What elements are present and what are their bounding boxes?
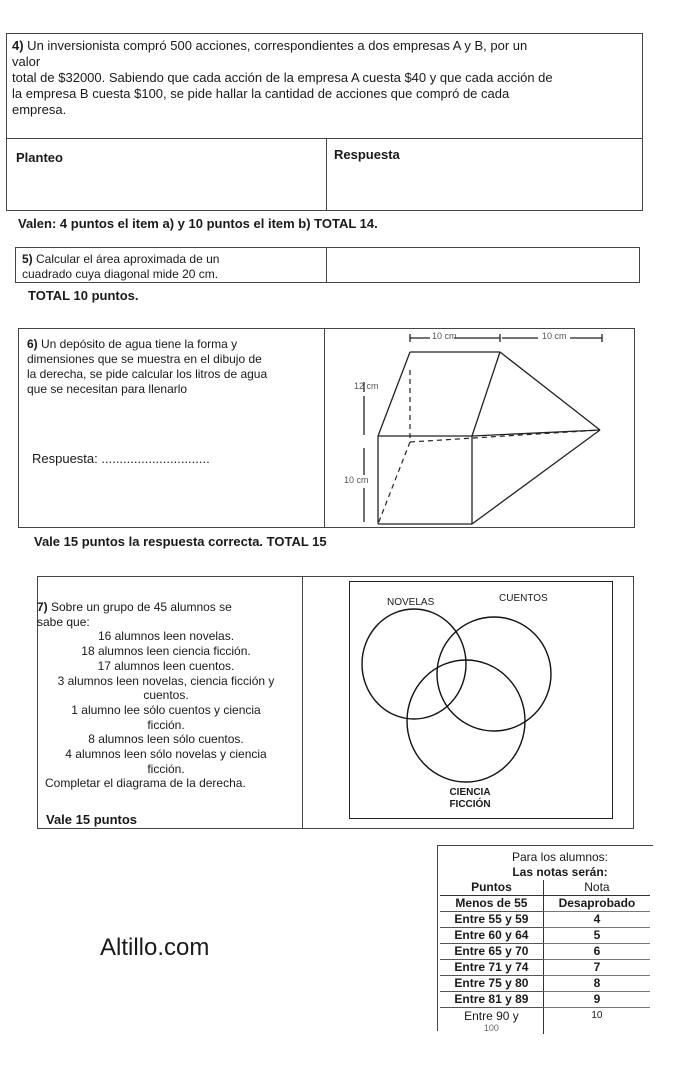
table-row: [440, 912, 650, 928]
q6-dim-side-upper: 12 cm: [354, 381, 379, 391]
q6-line-3: la derecha, se pide calcular los litros de agua: [27, 367, 268, 381]
venn-circle-novelas: [362, 609, 466, 719]
q5-statement: [22, 252, 219, 282]
table-row: [440, 1008, 650, 1035]
grades-puntos-cell: Entre 65 y 70: [440, 944, 543, 960]
grades-col-nota: Nota: [543, 880, 650, 896]
q7-statement: [37, 600, 295, 791]
q7-item: 1 alumno lee sólo cuentos y ciencia: [71, 702, 261, 717]
watermark-logo: Altillo.com: [100, 934, 210, 961]
grades-puntos-cell: Entre 60 y 64: [440, 928, 543, 944]
q4-planteo-label: Planteo: [16, 150, 63, 165]
q5-line-1: Calcular el área aproximada de un: [32, 252, 220, 266]
grades-puntos-cell: Entre 71 y 74: [440, 960, 543, 976]
venn-label-novelas: NOVELAS: [387, 597, 435, 608]
q4-line-4: la empresa B cuesta $100, se pide hallar la cantidad de acciones que compró de cada: [12, 86, 510, 101]
q7-item: cuentos.: [143, 688, 189, 703]
venn-circle-ciencia-ficcion: [407, 660, 525, 782]
grades-table-wrap: [440, 880, 650, 1034]
q6-line-2: dimensiones que se muestra en el dibujo de: [27, 352, 262, 366]
table-row: [440, 896, 650, 912]
q6-divider-v: [324, 328, 325, 528]
grades-last-range: Entre 90 y: [464, 1009, 519, 1023]
table-row: [440, 976, 650, 992]
q5-line-2: cuadrado cuya diagonal mide 20 cm.: [22, 267, 219, 281]
table-row: [440, 992, 650, 1008]
grades-nota-cell: 9: [543, 992, 650, 1008]
venn-label-cf-line1: CIENCIA: [449, 787, 491, 798]
grades-nota-cell: 6: [543, 944, 650, 960]
q6-dim-top-left: 10 cm: [432, 331, 457, 341]
grades-nota-cell: 10: [591, 1010, 603, 1021]
q4-line-1: Un inversionista compró 500 acciones, correspondientes a dos empresas A y B, por un: [23, 38, 528, 53]
grades-col-puntos: Puntos: [440, 880, 543, 896]
venn-label-cuentos: CUENTOS: [499, 593, 548, 604]
grades-nota-cell: Desaprobado: [543, 896, 650, 912]
q6-answer-line: Respuesta: ..............................: [32, 451, 210, 466]
venn-diagram: [349, 581, 613, 819]
venn-label-ciencia-ficcion: [430, 787, 510, 811]
q4-divider-h: [6, 138, 643, 139]
grades-last-range-extra: 100: [483, 1023, 499, 1033]
q7-item: 4 alumnos leen sólo novelas y ciencia: [65, 747, 267, 762]
q7-item: ficción.: [147, 717, 185, 732]
grades-puntos-cell: Entre 75 y 80: [440, 976, 543, 992]
q4-respuesta-label: Respuesta: [334, 147, 400, 162]
table-row: [440, 960, 650, 976]
grades-puntos-cell: Entre 81 y 89: [440, 992, 543, 1008]
q7-intro-a: Sobre un grupo de 45 alumnos se: [47, 600, 232, 614]
q7-points: Vale 15 puntos: [46, 812, 138, 827]
q6-tank-drawing: [330, 330, 630, 526]
q4-statement: [12, 38, 642, 118]
q5-divider-v: [326, 247, 327, 283]
q5-number: 5): [22, 252, 33, 266]
q6-dim-side-lower: 10 cm: [344, 475, 369, 485]
q4-line-3: total de $32000. Sabiendo que cada acción de la empresa A cuesta $40 y que cada acción de: [12, 70, 553, 85]
grades-heading: [440, 850, 650, 880]
q4-points: Valen: 4 puntos el item a) y 10 puntos el item b) TOTAL 14.: [18, 216, 378, 231]
table-row: [440, 928, 650, 944]
q6-line-1: Un depósito de agua tiene la forma y: [37, 337, 238, 351]
grades-puntos-cell: Entre 55 y 59: [440, 912, 543, 928]
q7-item: 17 alumnos leen cuentos.: [97, 658, 235, 673]
grades-heading-1: Para los alumnos:: [511, 850, 609, 864]
venn-circle-cuentos: [437, 617, 551, 731]
grades-nota-cell: 5: [543, 928, 650, 944]
q7-divider-v: [302, 576, 303, 829]
grades-nota-cell: 7: [543, 960, 650, 976]
grades-nota-cell: 8: [543, 976, 650, 992]
grades-puntos-cell: [440, 1008, 543, 1035]
q6-line-4: que se necesitan para llenarlo: [27, 382, 188, 396]
q4-divider-v: [326, 138, 327, 211]
q5-total: TOTAL 10 puntos.: [28, 288, 139, 303]
q7-intro-b: sabe que:: [37, 614, 90, 629]
q7-item: ficción.: [147, 761, 185, 776]
q6-dim-top-right: 10 cm: [542, 331, 567, 341]
table-row: [440, 944, 650, 960]
q7-instruction: Completar el diagrama de la derecha.: [45, 776, 246, 791]
q6-statement: [27, 337, 267, 397]
grades-heading-2: Las notas serán:: [512, 865, 608, 879]
q4-line-2: valor: [12, 54, 41, 69]
grades-nota-cell: 4: [543, 912, 650, 928]
q7-item: 18 alumnos leen ciencia ficción.: [81, 644, 251, 659]
grades-table: [440, 880, 650, 1034]
q4-number: 4): [12, 38, 24, 53]
q7-number: 7): [37, 600, 48, 614]
venn-label-cf-line2: FICCIÓN: [449, 799, 491, 810]
q7-item: 8 alumnos leen sólo cuentos.: [88, 732, 244, 747]
q7-item: 3 alumnos leen novelas, ciencia ficción y: [57, 673, 275, 688]
grades-puntos-cell: Menos de 55: [440, 896, 543, 912]
q7-item: 16 alumnos leen novelas.: [97, 629, 235, 644]
q6-points: Vale 15 puntos la respuesta correcta. TOTAL 15: [34, 534, 327, 549]
grades-header-row: [440, 880, 650, 896]
q6-number: 6): [27, 337, 38, 351]
q4-line-5: empresa.: [12, 102, 67, 117]
